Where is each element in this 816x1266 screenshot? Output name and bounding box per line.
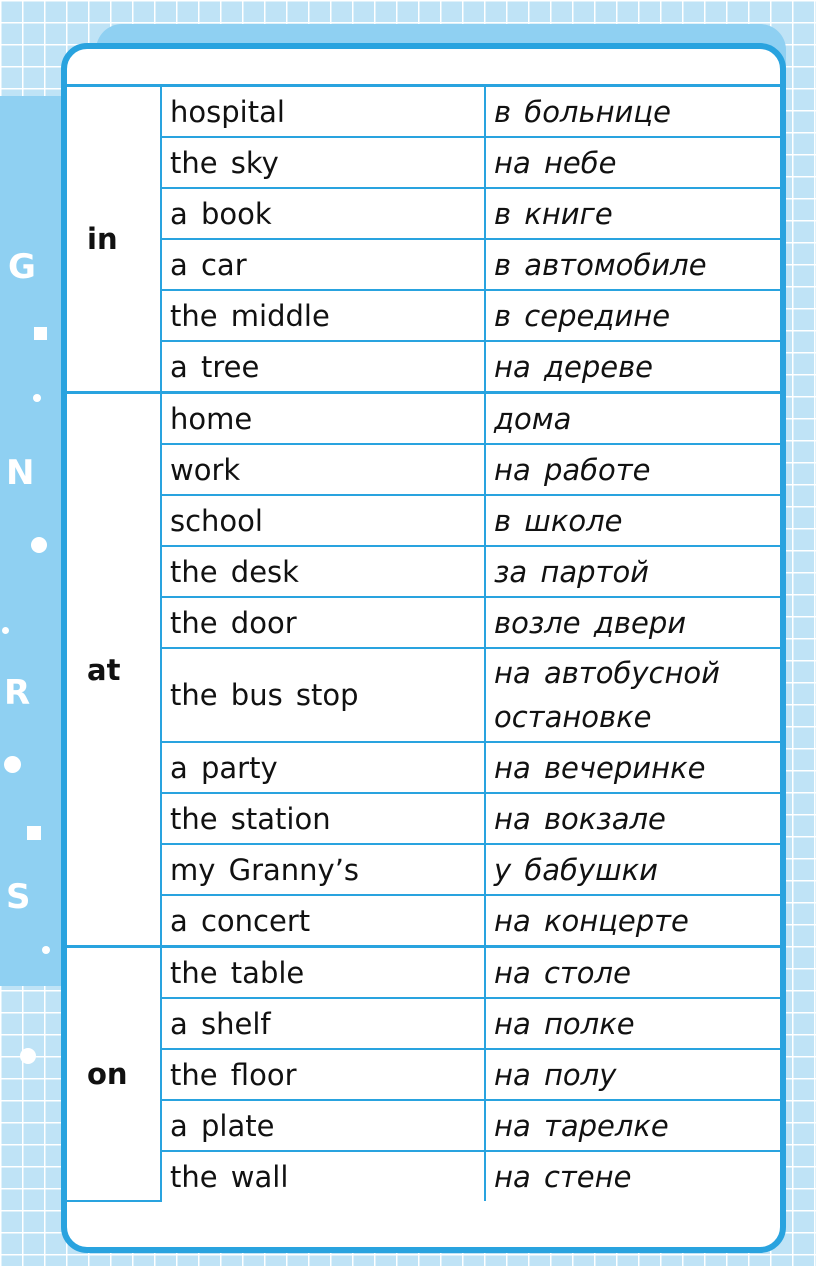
preposition-at: at	[67, 393, 161, 947]
russian-translation: на тарелке	[485, 1100, 780, 1151]
table-row	[67, 495, 780, 546]
table-row	[67, 844, 780, 895]
english-phrase: the middle	[161, 290, 485, 341]
russian-translation: в школе	[485, 495, 780, 546]
table-row	[67, 648, 780, 742]
russian-translation: на автобусной остановке	[485, 648, 780, 742]
russian-translation: на работе	[485, 444, 780, 495]
side-dot-decoration	[2, 627, 9, 634]
english-phrase: a plate	[161, 1100, 485, 1151]
english-phrase: a tree	[161, 341, 485, 393]
table-row	[67, 188, 780, 239]
english-phrase: the sky	[161, 137, 485, 188]
table-row	[67, 793, 780, 844]
english-phrase: home	[161, 393, 485, 445]
table-row	[67, 1151, 780, 1201]
russian-translation: на стене	[485, 1151, 780, 1201]
side-dot-decoration	[31, 537, 47, 553]
russian-translation: в автомобиле	[485, 239, 780, 290]
russian-translation: возле двери	[485, 597, 780, 648]
side-letter-g: G	[8, 247, 36, 287]
table-row	[67, 998, 780, 1049]
table-row	[67, 546, 780, 597]
preposition-on: on	[67, 947, 161, 1202]
side-letter-r: R	[4, 673, 31, 713]
side-dot-decoration	[20, 1048, 36, 1064]
russian-translation: у бабушки	[485, 844, 780, 895]
preposition-in: in	[67, 86, 161, 393]
table-row	[67, 742, 780, 793]
english-phrase: work	[161, 444, 485, 495]
russian-translation: на полу	[485, 1049, 780, 1100]
russian-translation: за партой	[485, 546, 780, 597]
russian-translation: дома	[485, 393, 780, 445]
table-row	[67, 947, 780, 999]
table-row	[67, 239, 780, 290]
russian-translation: на вокзале	[485, 793, 780, 844]
side-letter-n: N	[6, 453, 35, 493]
russian-translation: в больнице	[485, 86, 780, 138]
table-row	[67, 86, 780, 138]
table-row	[67, 137, 780, 188]
english-phrase: the floor	[161, 1049, 485, 1100]
table-row	[67, 1049, 780, 1100]
side-square-decoration	[34, 327, 47, 340]
table-row	[67, 1100, 780, 1151]
russian-translation: на полке	[485, 998, 780, 1049]
english-phrase: a shelf	[161, 998, 485, 1049]
russian-translation: на вечеринке	[485, 742, 780, 793]
prepositions-card	[61, 43, 786, 1253]
english-phrase: my Granny’s	[161, 844, 485, 895]
russian-translation: на столе	[485, 947, 780, 999]
english-phrase: hospital	[161, 86, 485, 138]
english-phrase: the wall	[161, 1151, 485, 1201]
english-phrase: the door	[161, 597, 485, 648]
english-phrase: school	[161, 495, 485, 546]
english-phrase: a car	[161, 239, 485, 290]
english-phrase: the desk	[161, 546, 485, 597]
russian-translation: на дереве	[485, 341, 780, 393]
english-phrase: the bus stop	[161, 648, 485, 742]
side-square-decoration	[27, 826, 41, 840]
table-row	[67, 290, 780, 341]
table-body	[67, 86, 780, 1202]
side-letter-s: S	[6, 877, 31, 917]
table-row	[67, 597, 780, 648]
side-dot-decoration	[4, 756, 21, 773]
english-phrase: a concert	[161, 895, 485, 947]
english-phrase: a book	[161, 188, 485, 239]
english-phrase: a party	[161, 742, 485, 793]
english-phrase: the station	[161, 793, 485, 844]
prepositions-table	[67, 84, 780, 1202]
side-dot-decoration	[42, 946, 50, 954]
russian-translation: в середине	[485, 290, 780, 341]
table-row	[67, 341, 780, 393]
russian-translation: в книге	[485, 188, 780, 239]
russian-translation: на концерте	[485, 895, 780, 947]
side-dot-decoration	[33, 394, 41, 402]
table-row	[67, 444, 780, 495]
english-phrase: the table	[161, 947, 485, 999]
table-row	[67, 393, 780, 445]
table-row	[67, 895, 780, 947]
russian-translation: на небе	[485, 137, 780, 188]
